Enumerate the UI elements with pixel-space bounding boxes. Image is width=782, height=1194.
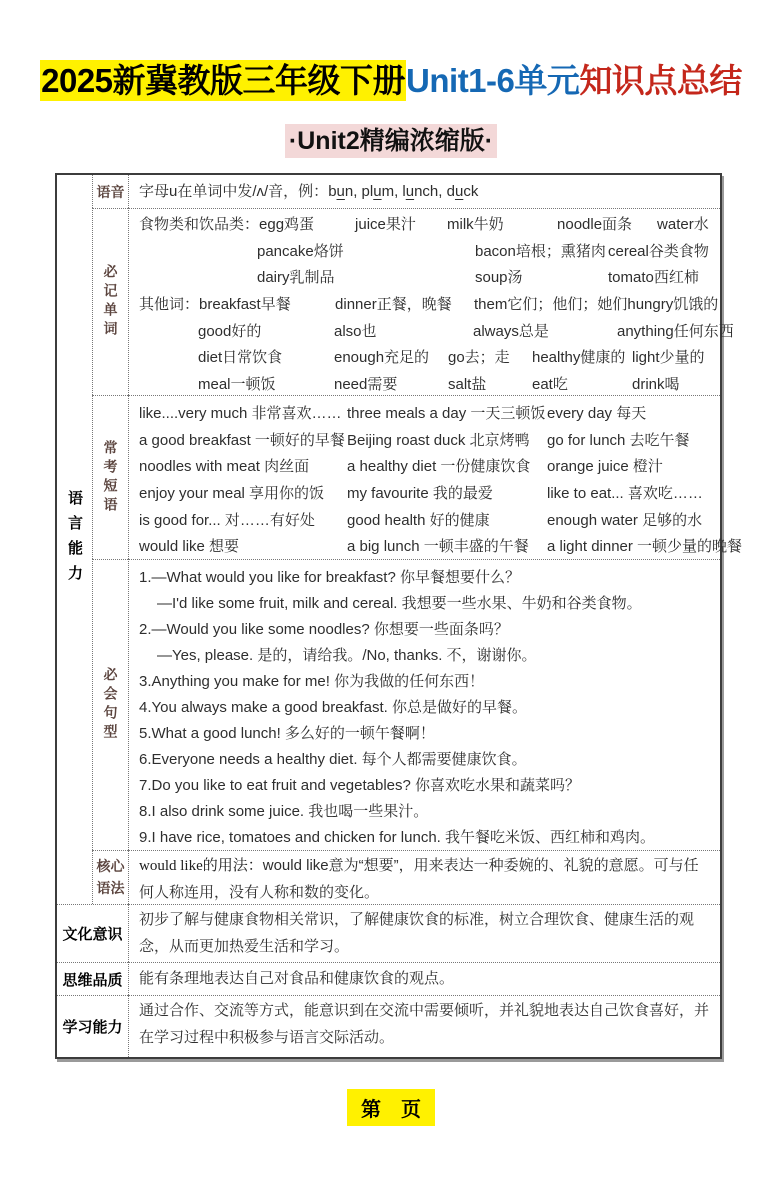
learning-label: 学习能力 [62,1019,123,1037]
page-number-footer [0,1089,782,1126]
phrase-item: every day 每天 [547,405,647,423]
sentence-number: 3. [139,673,152,691]
vocab-line [139,212,712,239]
vocab-item: drink喝 [632,375,680,393]
phrase-item: noodles with meat 肉丝面 [139,458,310,476]
sentence-number: 7. [139,777,152,795]
phrase-item: Beijing roast duck 北京烤鸭 [347,431,530,449]
row-label-learning [57,995,128,1057]
phrase-item: orange juice 橙汁 [547,458,663,476]
sentence-item [139,747,712,773]
vocab-item: bacon培根；熏猪肉 [475,242,606,260]
vocab-item: them它们；他们；她们 [474,296,628,314]
sentence-item [139,799,712,825]
title-highlighted-part: 2025新冀教版三年级下册 [41,62,406,99]
knowledge-summary-table [55,173,743,1059]
sentence-number: 4. [139,699,152,717]
sentence-number: 2. [139,621,152,639]
vocab-item: water水 [657,216,709,234]
title-unit-range: Unit1-6单元 [406,62,580,99]
phrase-item: my favourite 我的最爱 [347,485,493,503]
vocab-line [139,265,712,292]
phrase-row [139,401,712,428]
phrase-row [139,508,712,535]
vocab-group-lead: 其他词： [139,296,200,314]
sentence-line: 2.—Would you like some noodles? 你想要一些面条吗？ [139,617,712,643]
row-label-sentences [92,559,128,850]
vocab-item: dinner正餐，晚餐 [335,296,452,314]
page-subtitle [0,121,782,157]
sentence-item [139,669,712,695]
sentences-content [128,559,720,850]
language-ability-label: 语言能力 [66,489,83,590]
phrases-content [128,395,743,559]
learning-content: 通过合作、交流等方式，能意识到在交流中需要倾听，并礼貌地表达自己饮食喜好，并在学习过程中积极参与语言交际活动。 [128,995,720,1057]
thinking-content: 能有条理地表达自己对食品和健康饮食的观点。 [128,962,720,995]
sentence-item [139,825,712,851]
vocab-item: also也 [334,322,377,340]
vocab-item: enough充足的 [334,349,430,367]
phrase-item: like to eat... 喜欢吃…… [547,485,703,503]
grammar-label: 核心语法 [96,858,125,896]
sentence-line: 5.What a good lunch! 多么好的一顿午餐啊！ [139,721,712,747]
vocab-item: good好的 [198,322,262,340]
vocab-item: tomato西红柿 [608,269,699,287]
phrase-item: is good for... 对……有好处 [139,511,315,529]
sentences-label: 必会句型 [102,667,119,744]
sentence-number: 5. [139,725,152,743]
vocab-item: anything任何东西 [617,322,734,340]
row-label-phonics [92,175,128,208]
phrase-item: a good breakfast 一顿好的早餐 [139,431,345,449]
sentence-line: 6.Everyone needs a healthy diet. 每个人都需要健康饮食。 [139,747,712,773]
phrase-row [139,454,712,481]
thinking-label: 思维品质 [62,971,123,989]
phrase-row [139,481,712,508]
sentence-line: 1.—What would you like for breakfast? 你早餐想要什么？ [139,565,712,591]
vocab-item: dairy乳制品 [257,269,335,287]
phrase-row [139,428,712,455]
phonics-rule-text: 字母u在单词中发/ʌ/音，例：bun, plum, lunch, duck [139,182,479,200]
vocab-item: milk牛奶 [447,216,504,234]
vocab-line [139,292,719,319]
grammar-content [128,850,720,904]
vocab-item: pancake烙饼 [257,242,344,260]
phrase-item: a light dinner 一顿少量的晚餐 [547,538,743,556]
sentence-line: 3.Anything you make for me! 你为我做的任何东西！ [139,669,712,695]
vocab-item: cereal谷类食物 [608,242,709,260]
vocab-line [139,239,712,266]
sentence-number: 1. [139,569,152,587]
phrase-item: go for lunch 去吃午餐 [547,431,690,449]
vocab-item: breakfast早餐 [199,296,291,314]
phrase-item: a big lunch 一顿丰盛的午餐 [347,538,529,556]
vocab-item: meal一顿饭 [198,375,276,393]
grammar-body: would like意为“想要”，用来表达一种委婉的、礼貌的意愿。可与任何人称连用，没有人称和数的变化。 [139,857,699,901]
sentence-item [139,721,712,747]
vocab-group-lead: 食物类和饮品类： [139,216,260,234]
vocab-item: hungry饥饿的 [627,296,719,314]
row-label-thinking [57,962,128,995]
vocab-item: healthy健康的 [532,349,626,367]
sentence-reply-line: —Yes, please. 是的，请给我。/No, thanks. 不，谢谢你。 [157,647,537,665]
row-label-phrases [92,395,128,559]
phrase-row [139,534,743,561]
vocab-item: light少量的 [632,349,705,367]
vocab-item: salt盐 [448,375,487,393]
sentence-reply-line: —I'd like some fruit, milk and cereal. 我想要一些水果、牛奶和谷类食物。 [157,595,642,613]
vocab-line [139,345,712,372]
phrase-item: enjoy your meal 享用你的饭 [139,485,325,503]
vocab-item: juice果汁 [355,216,416,234]
phonics-content [128,175,720,208]
sentence-item [139,565,712,617]
sentence-item [139,617,712,669]
phrase-item: would like 想要 [139,538,240,556]
culture-content: 初步了解与健康食物相关常识，了解健康饮食的标准，树立合理饮食、健康生活的观念，从而更加热爱生活和学习。 [128,904,720,962]
sentence-number: 6. [139,751,152,769]
sentence-line: 7.Do you like to eat fruit and vegetables? 你喜欢吃水果和蔬菜吗？ [139,773,712,799]
row-label-grammar [92,850,128,904]
sentence-number: 8. [139,803,152,821]
phonics-label: 语音 [96,183,125,200]
vocab-line [139,319,734,346]
document-page [0,60,782,1194]
rowgroup-label-language-ability [57,175,92,904]
phrase-item: three meals a day 一天三顿饭 [347,405,546,423]
phrase-item: like....very much 非常喜欢…… [139,405,342,423]
grammar-lead: would like的用法： [139,858,263,875]
sentence-item [139,773,712,799]
sentence-line: 9.I have rice, tomatoes and chicken for lunch. 我午餐吃米饭、西红柿和鸡肉。 [139,825,712,851]
vocab-item: noodle面条 [557,216,633,234]
page-number-text: 第 页 [347,1089,435,1126]
page-title [0,60,782,101]
phrase-item: good health 好的健康 [347,511,490,529]
phrase-item: enough water 足够的水 [547,511,703,529]
sentence-number: 9. [139,829,152,847]
vocab-item: need需要 [334,375,398,393]
vocab-item: go去；走 [448,349,510,367]
title-summary-part: 知识点总结 [579,62,742,99]
sentence-line: 8.I also drink some juice. 我也喝一些果汁。 [139,799,712,825]
culture-label: 文化意识 [62,926,123,944]
vocab-item: egg鸡蛋 [259,216,315,234]
vocab-item: always总是 [473,322,549,340]
vocab-item: eat吃 [532,375,568,393]
vocabulary-label: 必记单词 [102,264,119,341]
phrases-label: 常考短语 [102,439,119,516]
subtitle-text: ·Unit2精编浓缩版· [285,124,497,158]
vocabulary-content [128,208,734,395]
vocab-item: soup汤 [475,269,523,287]
phrase-item: a healthy diet 一份健康饮食 [347,458,531,476]
row-label-culture [57,904,128,962]
sentence-line: 4.You always make a good breakfast. 你总是做好的早餐。 [139,695,712,721]
vocab-item: diet日常饮食 [198,349,283,367]
row-label-vocabulary [92,208,128,395]
sentence-item [139,695,712,721]
